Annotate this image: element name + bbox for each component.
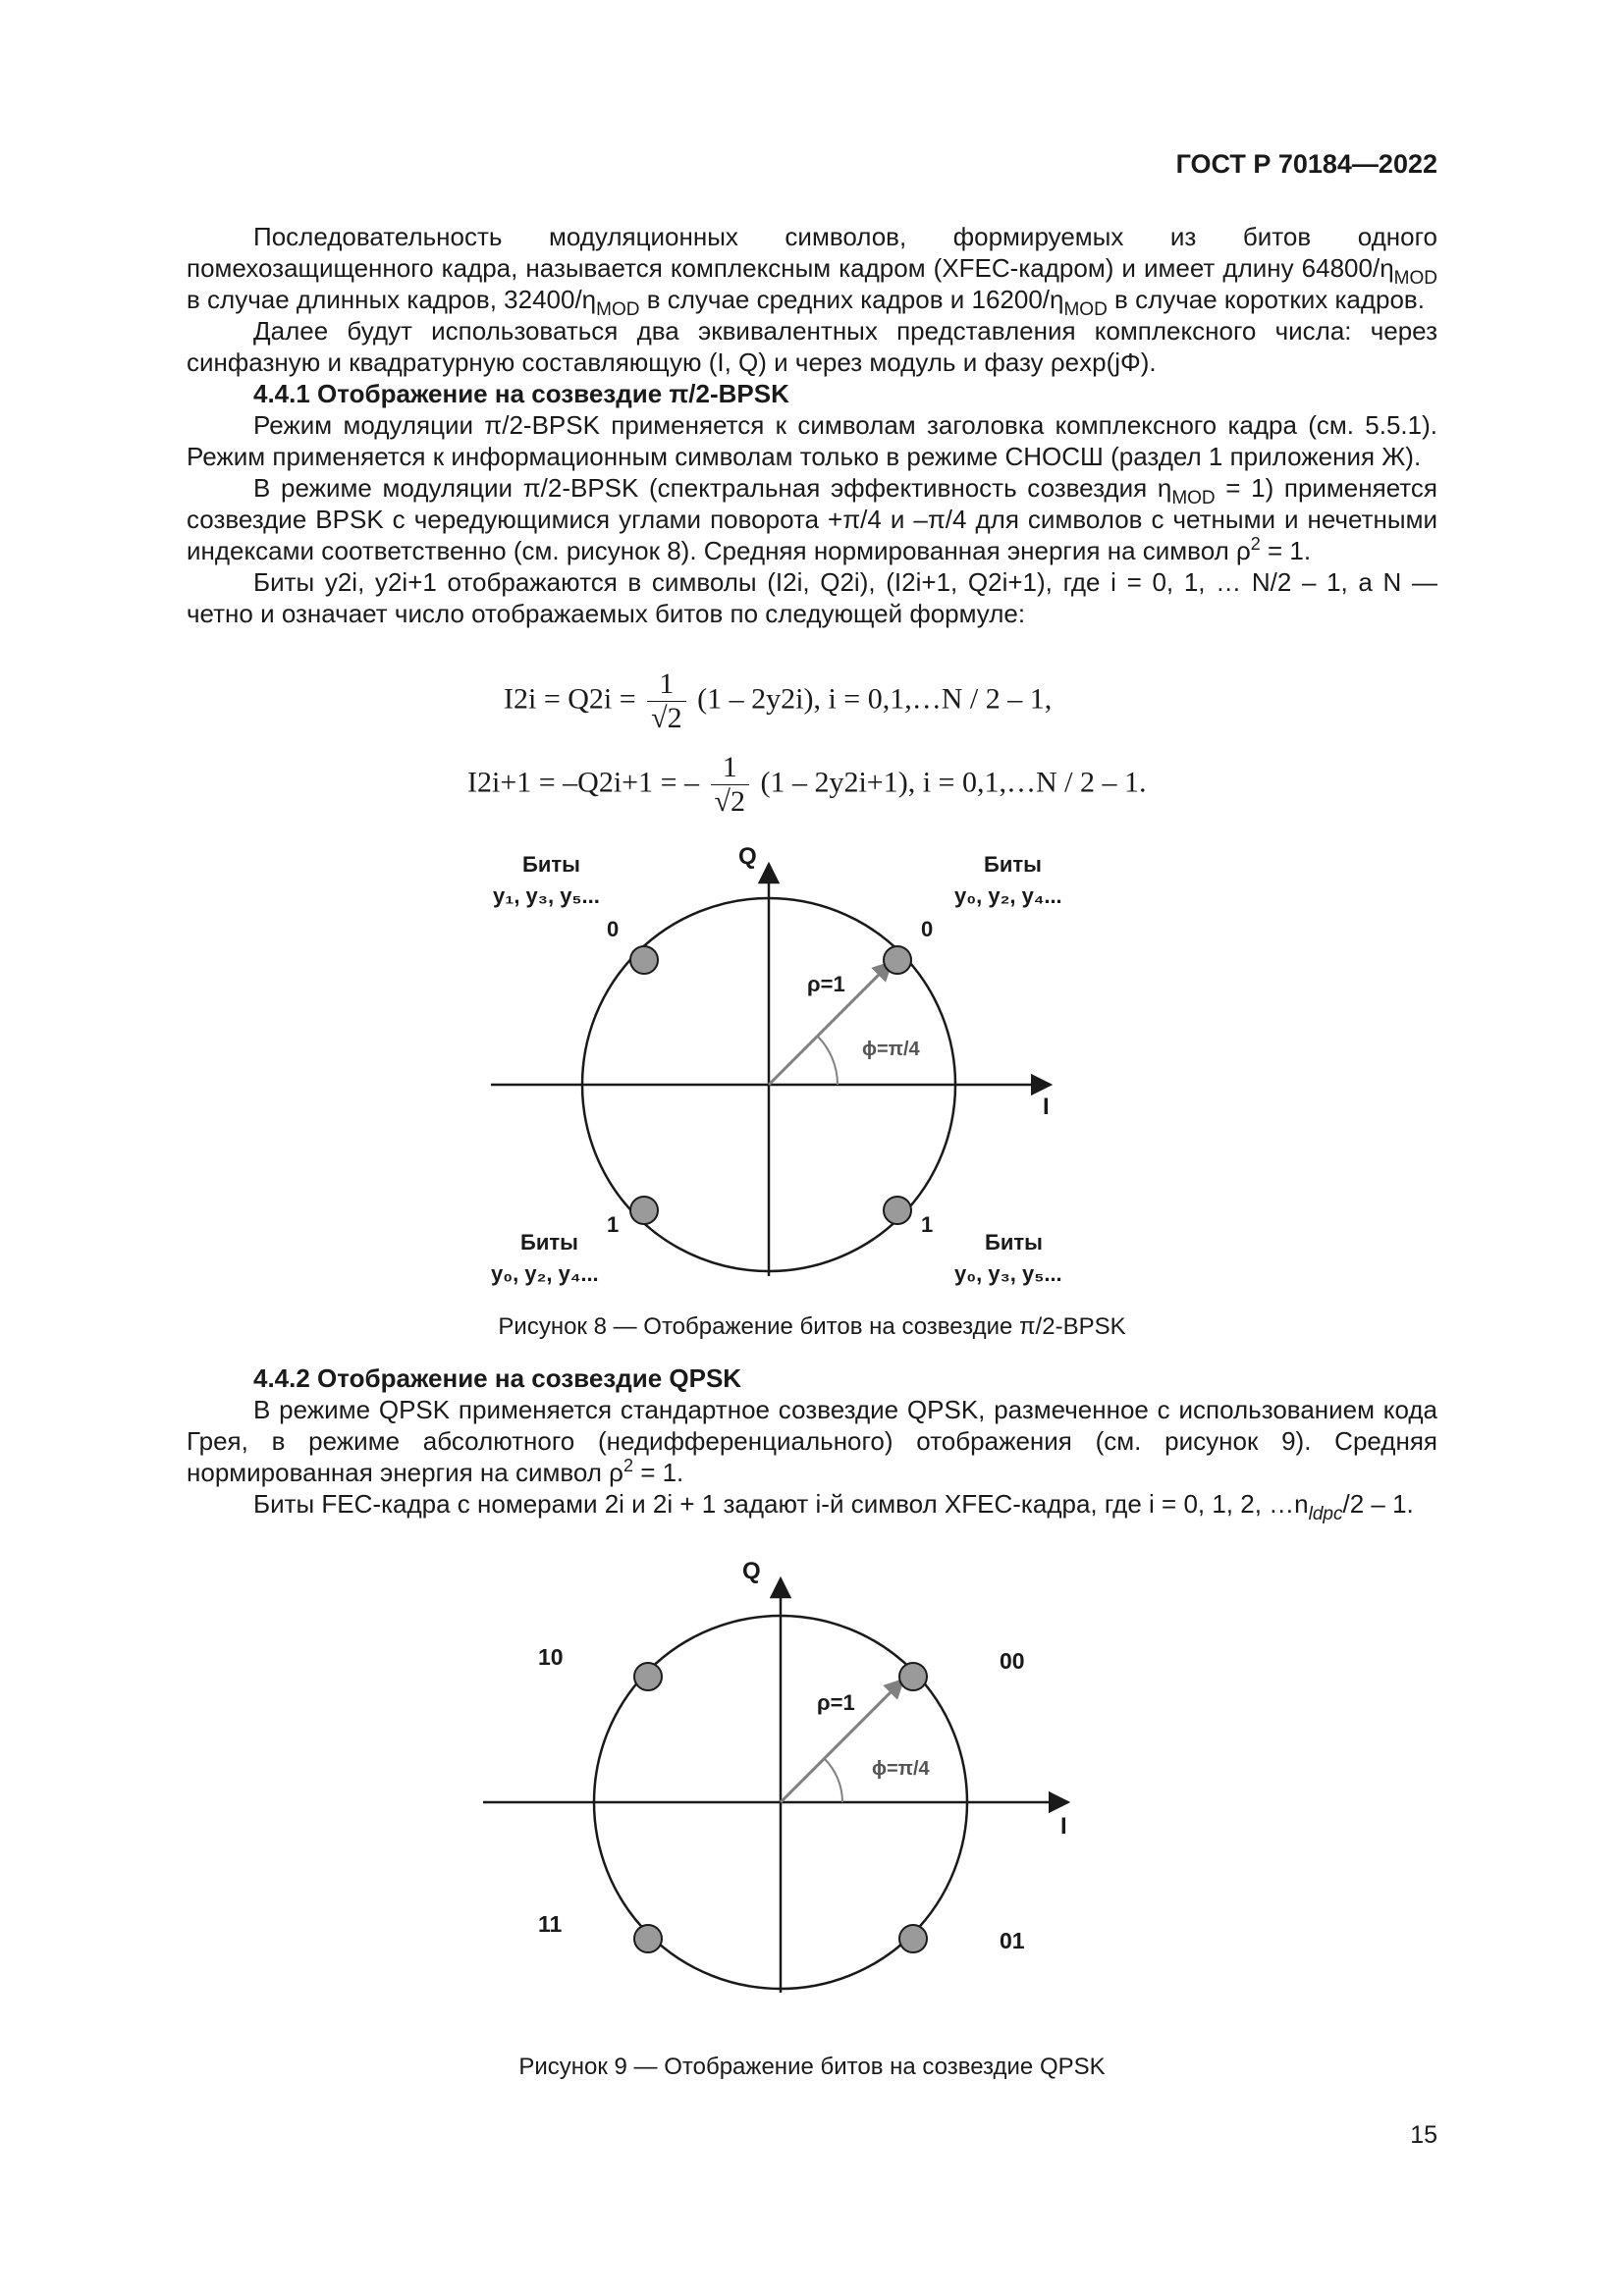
br-bit-value: 1 <box>921 1212 934 1237</box>
phi-arc-qpsk <box>825 1759 843 1803</box>
formula-even: I2i = Q2i = $\frac{1}{√2}$ (1 – 2y2i), i = 0,1,…N / 2 – 1, <box>504 667 1053 734</box>
paragraph-bpsk-usage: Режим модуляции π/2-BPSK применяется к символам заголовка комплексного кадра (см. 5.5.1). Режим применяется к информационным символам только в режиме СНОСШ (раздел 1 приложения Ж). <box>187 410 1437 471</box>
qpsk-point-01 <box>899 1925 927 1952</box>
paragraph-qpsk-bits: Биты FEC-кадра с номерами 2i и 2i + 1 задают i-й символ XFEC-кадра, где i = 0, 1, 2, $\dots n_{ldpc}/2 - 1$. <box>253 1489 1414 1524</box>
qpsk-point-10 <box>634 1663 662 1690</box>
phi-label-qpsk: ϕ=π/4 <box>872 1758 930 1780</box>
tr-bit-value: 0 <box>921 917 934 941</box>
paragraph-bit-mapping: Биты y2i, y2i+1 отображаются в символы (I2i, Q2i), (I2i+1, Q2i+1), где i = 0, 1, … N/2 – 1, а N — четно и означает число отображаемых битов по следующей формуле: <box>187 567 1437 628</box>
br-bits-title: Биты <box>985 1230 1043 1255</box>
tr-bits-title: Биты <box>984 852 1042 877</box>
figure-9-caption: Рисунок 9 — Отображение битов на созвездие QPSK <box>518 2054 1106 2080</box>
paragraph-qpsk-mode: В режиме QPSK применяется стандартное созвездие QPSK, размеченное с использованием кода Грея, в режиме абсолютного (недифференциального) отображения (см. рисунок 9). Средняя нормированная энергия на символ $\rho^2 = 1$. <box>187 1395 1437 1487</box>
i-axis-label: I <box>1043 1094 1050 1120</box>
tl-bits-title: Биты <box>522 852 580 877</box>
bl-bits-title: Биты <box>520 1230 578 1255</box>
tr-bits-list: y₀, y₂, y₄... <box>954 883 1062 908</box>
rho-label-qpsk: ρ=1 <box>817 1690 855 1715</box>
section-heading-441: 4.4.1 Отображение на созвездие π/2-BPSK <box>253 379 789 408</box>
rho-label: ρ=1 <box>807 972 845 996</box>
q-axis-label-qpsk: Q <box>742 1558 761 1584</box>
i-axis-label-qpsk: I <box>1060 1813 1067 1840</box>
qpsk-label-11: 11 <box>538 1911 563 1937</box>
q-axis-label: Q <box>738 843 757 870</box>
page-number: 15 <box>1410 2121 1437 2149</box>
phi-label: ϕ=π/4 <box>862 1039 920 1060</box>
qpsk-label-10: 10 <box>538 1644 564 1670</box>
paragraph-frame-definition: Последовательность модуляционных символов, формируемых из битов одного помехозащищенного кадра, называется комплексным кадром (XFEC-кадром) и имеет длину $64800/\eta_{MOD}$ в случае длинных кадров, $32400/\eta_{MOD}$ в случае средних кадров и $16200/\eta_{MOD}$ в случае коротких кадров. <box>187 222 1437 320</box>
qpsk-point-11 <box>634 1925 662 1952</box>
tl-bit-value: 0 <box>607 917 620 941</box>
paragraph-bpsk-mode: В режиме модуляции π/2-BPSK (спектральная эффективность созвездия $\eta_{MOD} = 1$) применяется созвездие BPSK с чередующимися углами поворота +π/4 и –π/4 для символов с четными и нечетными индексами соответственно (см. рисунок 8). Средняя нормированная энергия на символ $\rho^2 = 1$. <box>187 473 1438 565</box>
bl-bits-list: y₀, y₂, y₄... <box>491 1261 599 1286</box>
bl-bit-value: 1 <box>607 1212 620 1237</box>
formula-odd: I2i+1 = –Q2i+1 = – $\frac{1}{√2}$ (1 – 2y2i+1), i = 0,1,…N / 2 – 1. <box>467 751 1147 818</box>
qpsk-label-01: 01 <box>1000 1928 1025 1953</box>
tl-bits-list: y₁, y₃, y₅... <box>493 883 600 908</box>
document-id: ГОСТ Р 70184—2022 <box>1175 149 1437 179</box>
br-bits-list: y₀, y₃, y₅... <box>954 1261 1062 1286</box>
qpsk-point-00 <box>899 1663 927 1690</box>
qpsk-label-00: 00 <box>1000 1648 1025 1674</box>
figure-8-caption: Рисунок 8 — Отображение битов на созвездие π/2-BPSK <box>498 1313 1126 1340</box>
section-heading-442: 4.4.2 Отображение на созвездие QPSK <box>253 1363 742 1393</box>
paragraph-complex-representation: Далее будут использоваться два эквивалентных представления комплексного числа: через синфазную и квадратурную составляющую (I, Q) и через модуль и фазу ρexp(jΦ). <box>187 316 1437 377</box>
